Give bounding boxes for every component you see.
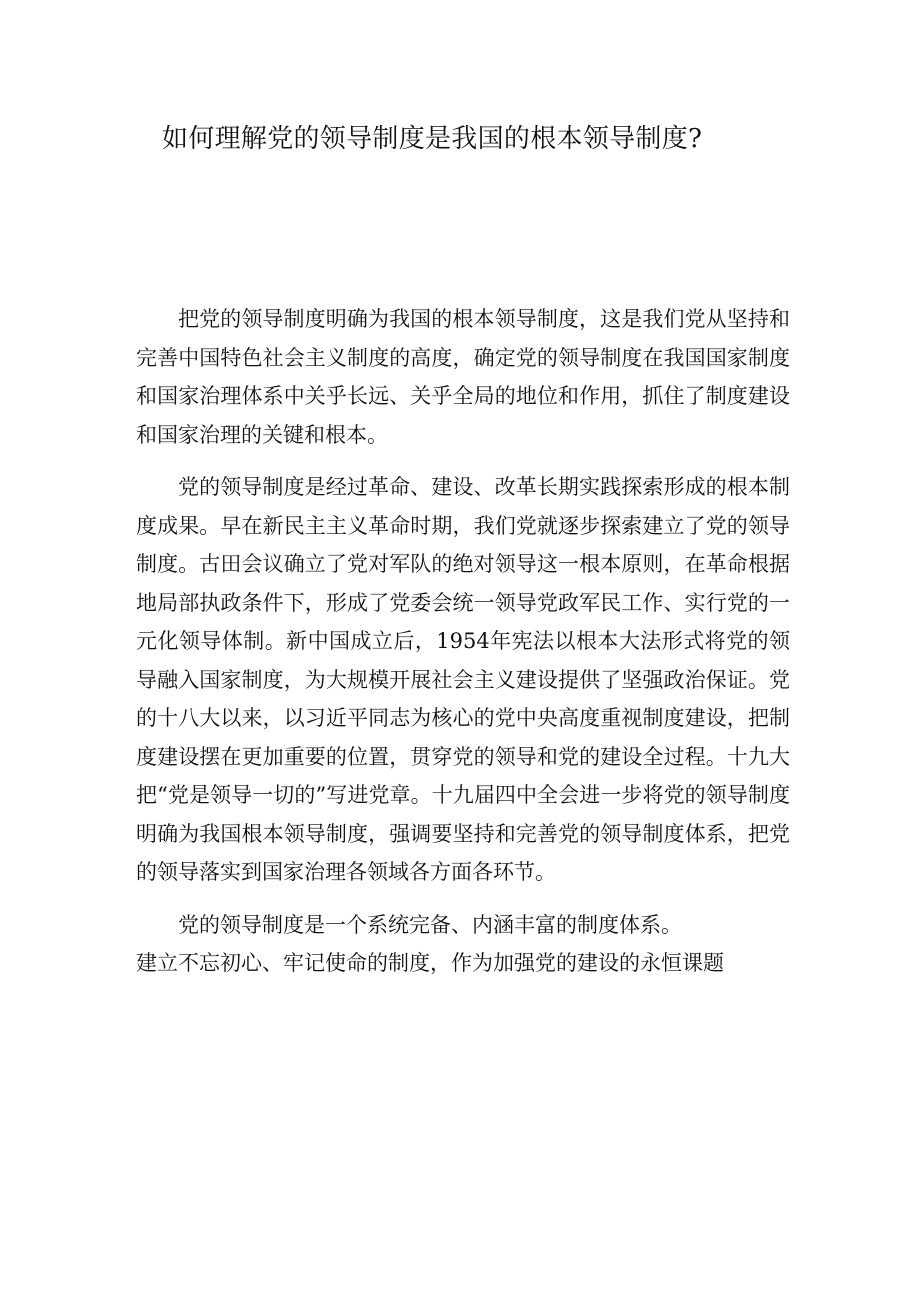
document-title: 如何理解党的领导制度是我国的根本领导制度?	[162, 124, 703, 154]
paragraph-1: 把党的领导制度明确为我国的根本领导制度，这是我们党从坚持和完善中国特色社会主义制度的高度，确定党的领导制度在我国国家制度和国家治理体系中关乎长远、关乎全局的地位和作用，抓住了制度建设和国家治理的关键和根本。	[136, 307, 790, 447]
paragraph-4: 建立不忘初心、牢记使命的制度，作为加强党的建设的永恒课题	[136, 951, 724, 975]
paragraph-2: 党的领导制度是经过革命、建设、改革长期实践探索形成的根本制度成果。早在新民主主义革命时期，我们党就逐步探索建立了党的领导制度。古田会议确立了党对军队的绝对领导这一根本原则，在革命根据地局部执政条件下，形成了党委会统一领导党政军民工作、实行党的一元化领导体制。新中国成立后，1954年宪法以根本大法形式将党的领导融入国家制度，为大规模开展社会主义建设提供了坚强政治保证。党的十八大以来，以习近平同志为核心的党中央高度重视制度建设，把制度建设摆在更加重要的位置，贯穿党的领导和党的建设全过程。十九大把“党是领导一切的”写进党章。十九届四中全会进一步将党的领导制度明确为我国根本领导制度，强调要坚持和完善党的领导制度体系，把党的领导落实到国家治理各领域各方面各环节。	[136, 475, 790, 884]
document-body	[136, 300, 790, 997]
paragraph-3: 党的领导制度是一个系统完备、内涵丰富的制度体系。	[178, 912, 682, 937]
